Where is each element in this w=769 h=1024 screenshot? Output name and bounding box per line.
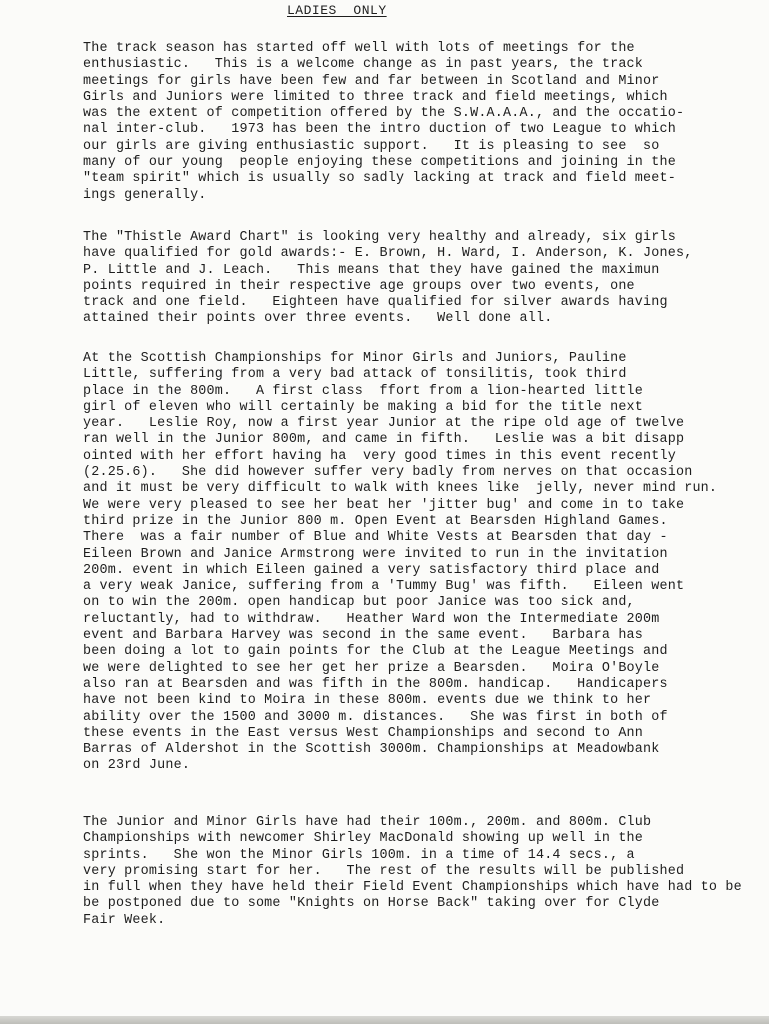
text-line: nal inter-club. 1973 has been the intro duction of two League to which	[83, 122, 676, 138]
text-line: have qualified for gold awards:- E. Brown, H. Ward, I. Anderson, K. Jones,	[83, 246, 693, 262]
text-line: ointed with her effort having ha very good times in this event recently	[83, 448, 676, 464]
text-line: year. Leslie Roy, now a first year Junior at the ripe old age of twelve	[83, 416, 685, 432]
paragraph-thistle-award	[83, 230, 692, 328]
text-line: was the extent of competition offered by the S.W.A.A.A., and the occatio-	[83, 106, 685, 122]
text-line: 200m. event in which Eileen gained a very satisfactory third place and	[83, 562, 660, 578]
text-line: a very weak Janice, suffering from a 'Tummy Bug' was fifth. Eileen went	[83, 579, 685, 595]
text-line: on to win the 200m. open handicap but poor Janice was too sick and,	[83, 595, 635, 611]
text-line: There was a fair number of Blue and White Vests at Bearsden that day -	[83, 530, 668, 546]
text-line: been doing a lot to gain points for the Club at the League Meetings and	[83, 644, 668, 660]
text-line: ings generally.	[83, 187, 207, 203]
text-line: these events in the East versus West Championships and second to Ann	[83, 725, 644, 741]
text-line: we were delighted to see her get her prize a Bearsden. Moira O'Boyle	[83, 660, 660, 676]
text-line: track and one field. Eighteen have qualified for silver awards having	[83, 295, 668, 311]
text-line: The "Thistle Award Chart" is looking very healthy and already, six girls	[83, 230, 676, 245]
text-line: ability over the 1500 and 3000 m. distances. She was first in both of	[83, 709, 668, 725]
text-line: have not been kind to Moira in these 800m. events due we think to her	[83, 693, 652, 709]
text-line: be postponed due to some "Knights on Horse Back" taking over for Clyde	[83, 896, 660, 912]
paragraph-season-intro	[83, 41, 684, 204]
text-line: meetings for girls have been few and far between in Scotland and Minor	[83, 73, 660, 89]
text-line: (2.25.6). She did however suffer very badly from nerves on that occasion	[83, 465, 693, 481]
text-line: Championships with newcomer Shirley MacDonald showing up well in the	[83, 831, 644, 847]
text-line: ran well in the Junior 800m, and came in fifth. Leslie was a bit disapp	[83, 432, 685, 448]
text-line: attained their points over three events. Well done all.	[83, 311, 553, 327]
text-line: very promising start for her. The rest of the results will be published	[83, 863, 685, 879]
page-title: LADIES ONLY	[287, 3, 387, 18]
text-line: Eileen Brown and Janice Armstrong were invited to run in the invitation	[83, 546, 668, 562]
text-line: in full when they have held their Field Event Championships which have had to be	[83, 880, 742, 896]
text-line: and it must be very difficult to walk with knees like jelly, never mind run.	[83, 481, 718, 497]
text-line: The track season has started off well with lots of meetings for the	[83, 41, 635, 56]
text-line: Little, suffering from a very bad attack of tonsilitis, took third	[83, 367, 627, 383]
text-line: enthusiastic. This is a welcome change as in past years, the track	[83, 57, 644, 73]
text-line: reluctantly, had to withdraw. Heather Ward won the Intermediate 200m	[83, 611, 660, 627]
text-line: our girls are giving enthusiastic support. It is pleasing to see so	[83, 138, 660, 154]
text-line: "team spirit" which is usually so sadly lacking at track and field meet-	[83, 171, 676, 187]
text-line: Fair Week.	[83, 912, 166, 928]
paragraph-scottish-championships	[83, 351, 717, 775]
text-line: Girls and Juniors were limited to three track and field meetings, which	[83, 89, 668, 105]
text-line: event and Barbara Harvey was second in the same event. Barbara has	[83, 628, 644, 644]
text-line: third prize in the Junior 800 m. Open Event at Bearsden Highland Games.	[83, 513, 668, 529]
text-line: girl of eleven who will certainly be making a bid for the title next	[83, 399, 644, 415]
text-line: many of our young people enjoying these competitions and joining in the	[83, 155, 676, 171]
text-line: place in the 800m. A first class ffort from a lion-hearted little	[83, 383, 644, 399]
text-line: points required in their respective age groups over two events, one	[83, 278, 635, 294]
text-line: The Junior and Minor Girls have had their 100m., 200m. and 800m. Club	[83, 815, 652, 830]
text-line: P. Little and J. Leach. This means that they have gained the maximun	[83, 262, 660, 278]
paragraph-club-championships	[83, 815, 742, 929]
text-line: on 23rd June.	[83, 758, 191, 774]
text-line: At the Scottish Championships for Minor Girls and Juniors, Pauline	[83, 351, 627, 366]
text-line: also ran at Bearsden and was fifth in the 800m. handicap. Handicapers	[83, 676, 668, 692]
text-line: Barras of Aldershot in the Scottish 3000m. Championships at Meadowbank	[83, 742, 660, 758]
page-bottom-edge	[0, 1016, 769, 1024]
text-line: We were very pleased to see her beat her 'jitter bug' and come in to take	[83, 497, 685, 513]
text-line: sprints. She won the Minor Girls 100m. in a time of 14.4 secs., a	[83, 847, 635, 863]
